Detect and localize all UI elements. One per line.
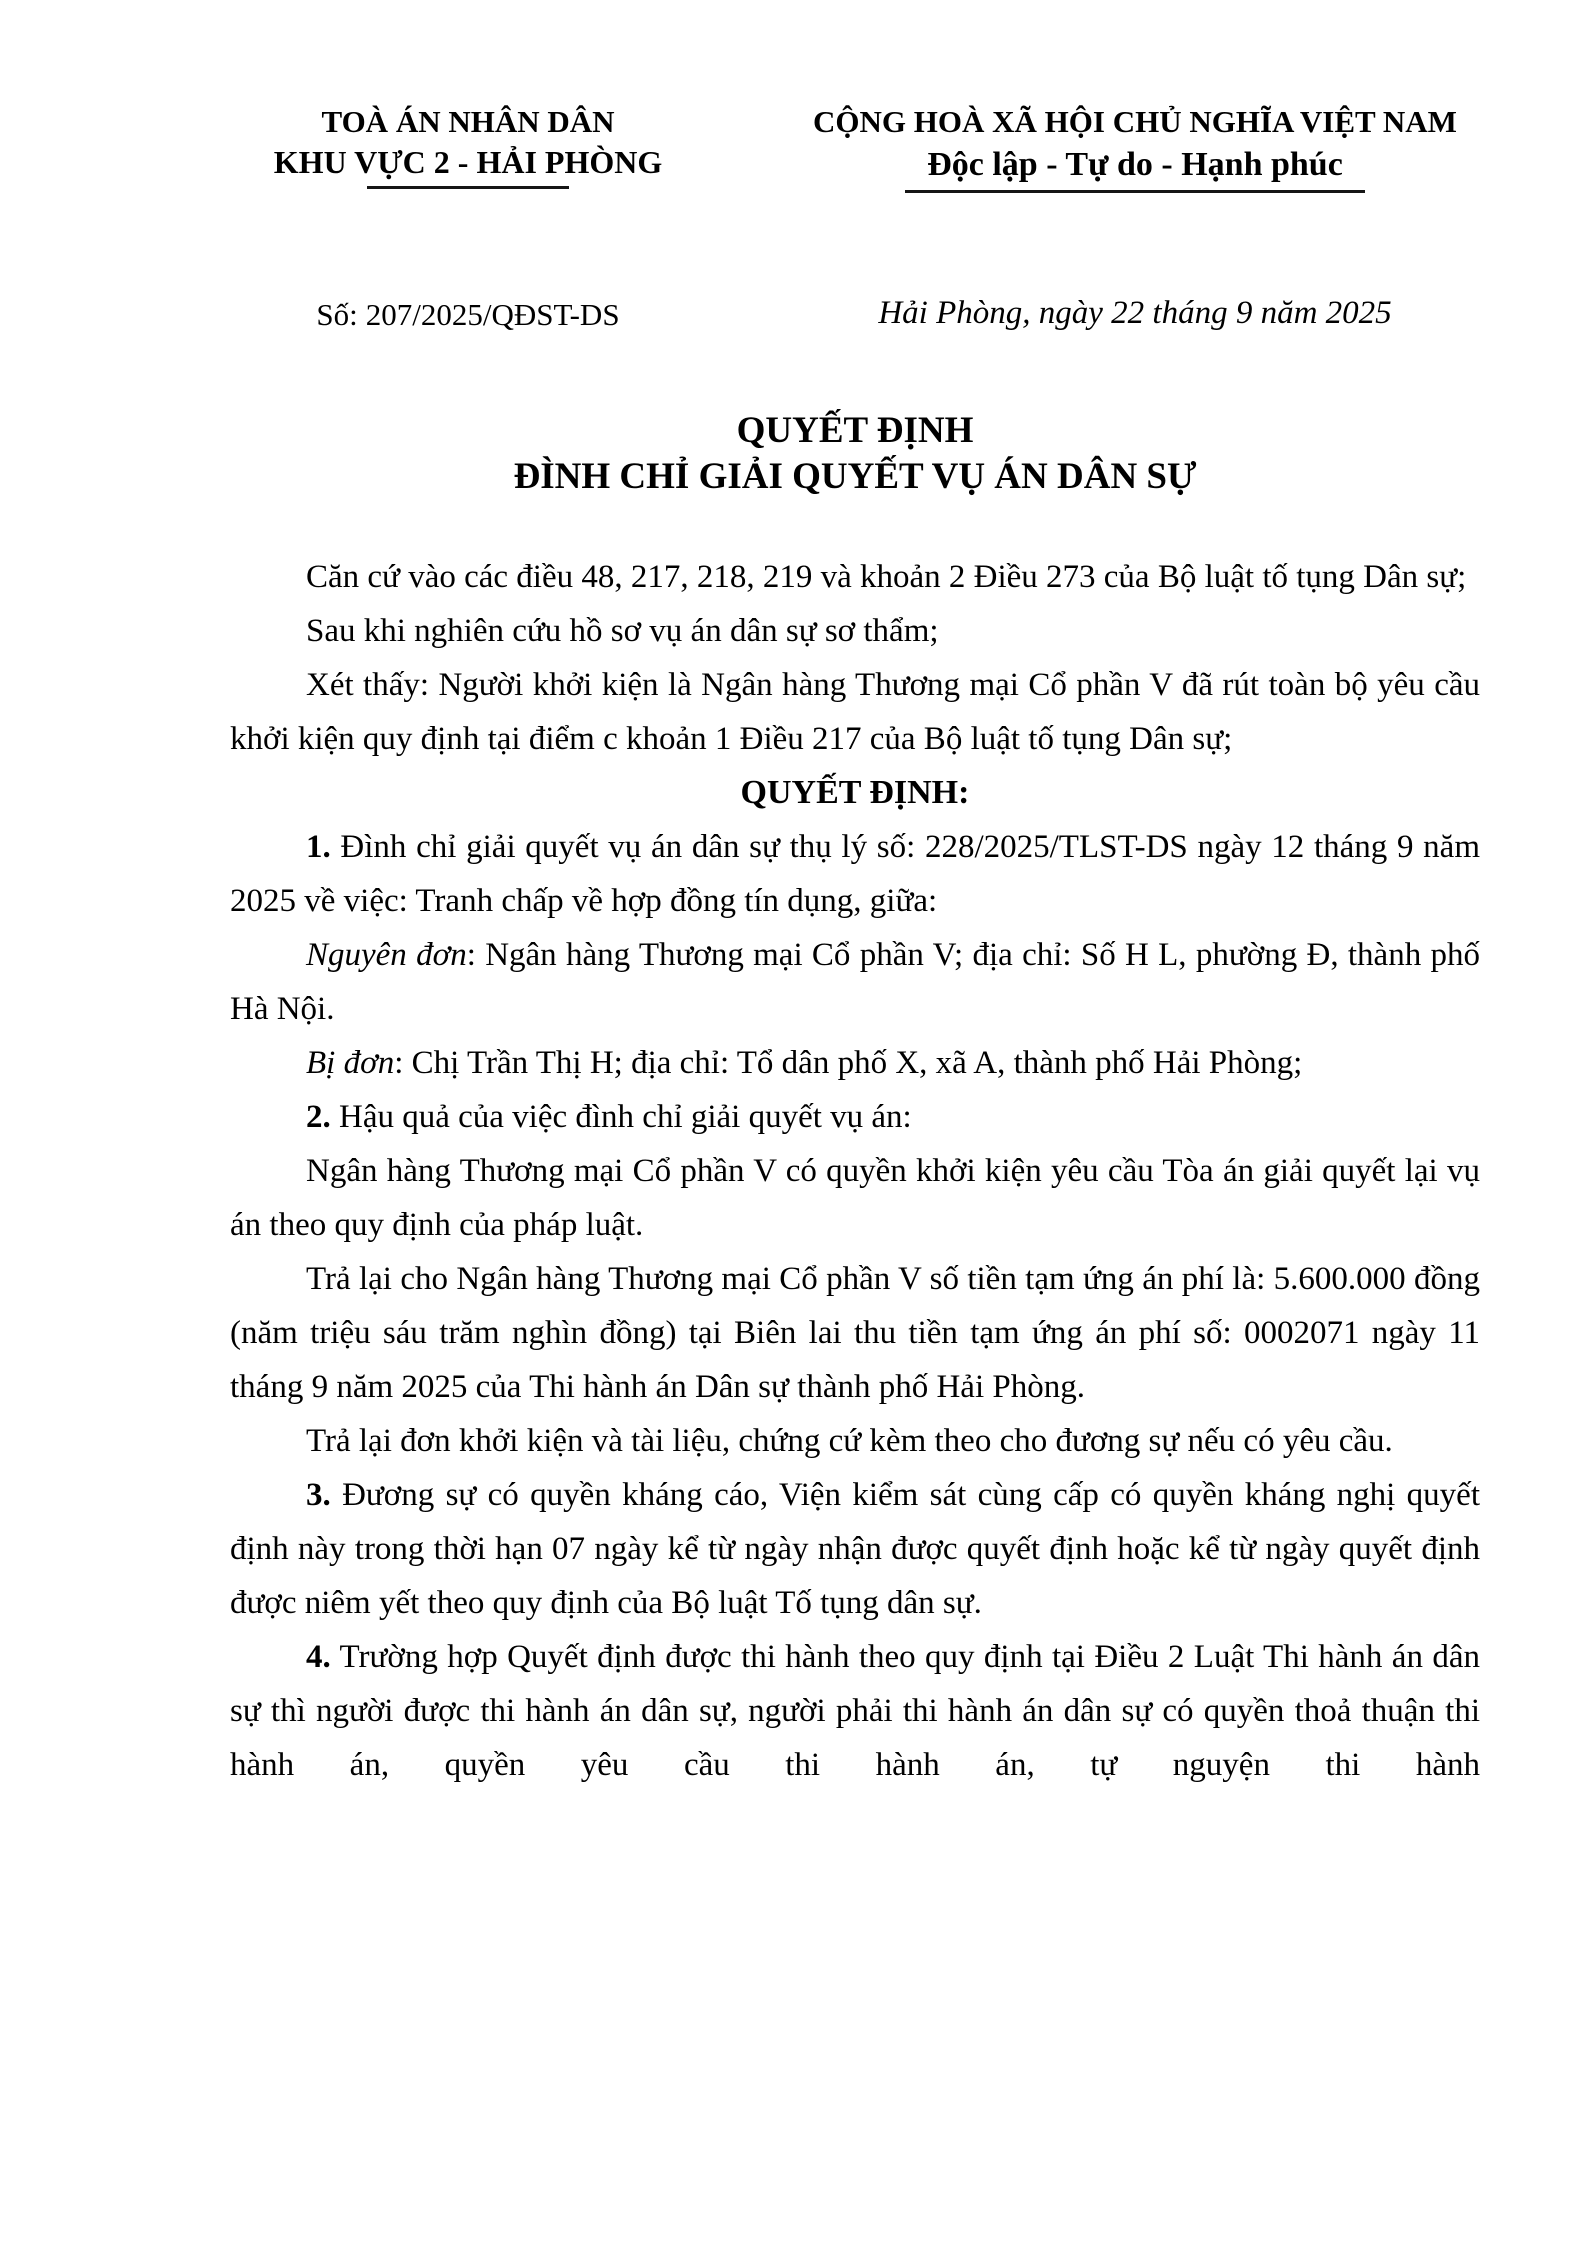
document-number-label: Số: xyxy=(316,297,358,332)
paragraph-text: Trả lại đơn khởi kiện và tài liệu, chứng cứ kèm theo cho đương sự nếu có yêu cầu. xyxy=(306,1423,1393,1459)
decision-item-2 xyxy=(230,1090,1480,1144)
paragraph-text: Đương sự có quyền kháng cáo, Viện kiểm sát cùng cấp có quyền kháng nghị quyết định này trong thời hạn 07 ngày kể từ ngày nhận được quyết định hoặc kể từ ngày quyết định được niêm yết theo quy định của Bộ luật Tố tụng dân sự. xyxy=(230,1477,1480,1621)
decision-item-4 xyxy=(230,1630,1480,1792)
document-title-line2: ĐÌNH CHỈ GIẢI QUYẾT VỤ ÁN DÂN SỰ xyxy=(513,456,1197,497)
paragraph-text: Ngân hàng Thương mại Cổ phần V có quyền khởi kiện yêu cầu Tòa án giải quyết lại vụ án theo quy định của pháp luật. xyxy=(230,1153,1480,1243)
paragraph-text: Xét thấy: Người khởi kiện là Ngân hàng Thương mại Cổ phần V đã rút toàn bộ yêu cầu khởi kiện quy định tại điểm c khoản 1 Điều 217 của Bộ luật tố tụng Dân sự; xyxy=(230,667,1480,757)
document-title xyxy=(0,408,1586,500)
decision-item-3 xyxy=(230,1468,1480,1630)
item-number: 4. xyxy=(306,1639,331,1675)
national-motto-line1: CỘNG HOÀ XÃ HỘI CHỦ NGHĨA VIỆT NAM xyxy=(813,104,1457,139)
consequence-paragraph-1 xyxy=(230,1144,1480,1252)
preamble-paragraph-1 xyxy=(230,550,1480,604)
document-title-line1: QUYẾT ĐỊNH xyxy=(736,410,974,451)
national-motto-line2: Độc lập - Tự do - Hạnh phúc xyxy=(927,146,1343,183)
paragraph-text: : Ngân hàng Thương mại Cổ phần V; địa chỉ: Số H L, phường Đ, thành phố Hà Nội. xyxy=(230,937,1481,1027)
party-plaintiff xyxy=(230,928,1480,1036)
paragraph-text: Đình chỉ giải quyết vụ án dân sự thụ lý số: 228/2025/TLST-DS ngày 12 tháng 9 năm 2025 về việc: Tranh chấp về hợp đồng tín dụng, giữa: xyxy=(230,829,1480,919)
court-name-line1: TOÀ ÁN NHÂN DÂN xyxy=(321,104,615,139)
party-label: Nguyên đơn xyxy=(306,937,467,973)
paragraph-text: Căn cứ vào các điều 48, 217, 218, 219 và khoản 2 Điều 273 của Bộ luật tố tụng Dân sự; xyxy=(306,559,1467,595)
document-number-value: 207/2025/QĐST-DS xyxy=(365,297,620,332)
document-body xyxy=(230,550,1480,1792)
decision-heading: QUYẾT ĐỊNH: xyxy=(740,774,970,811)
paragraph-text: Trả lại cho Ngân hàng Thương mại Cổ phần V số tiền tạm ứng án phí là: 5.600.000 đồng (năm triệu sáu trăm nghìn đồng) tại Biên lai thu tiền tạm ứng án phí số: 0002071 ngày 11 tháng 9 năm 2025 của Thi hành án Dân sự thành phố Hải Phòng. xyxy=(230,1261,1480,1405)
paragraph-text: Trường hợp Quyết định được thi hành theo quy định tại Điều 2 Luật Thi hành án dân sự thì người được thi hành án dân sự, người phải thi hành án dân sự có quyền thoả thuận thi hành án, quyền yêu cầu thi hành án, tự nguyện thi hành xyxy=(230,1639,1480,1783)
court-underline xyxy=(367,186,569,189)
preamble-paragraph-3 xyxy=(230,658,1480,766)
item-number: 2. xyxy=(306,1099,331,1135)
court-name-block xyxy=(230,102,706,337)
item-number: 1. xyxy=(306,829,331,865)
motto-underline xyxy=(905,190,1365,193)
national-header-block xyxy=(790,102,1480,335)
paragraph-text: Hậu quả của việc đình chỉ giải quyết vụ án: xyxy=(330,1099,912,1135)
item-number: 3. xyxy=(306,1477,331,1513)
place-date-line: Hải Phòng, ngày 22 tháng 9 năm 2025 xyxy=(878,295,1392,331)
document-header xyxy=(0,0,1586,337)
decision-item-1 xyxy=(230,820,1480,928)
court-name-line2: KHU VỰC 2 - HẢI PHÒNG xyxy=(273,144,663,180)
party-defendant xyxy=(230,1036,1480,1090)
consequence-paragraph-2 xyxy=(230,1252,1480,1414)
paragraph-text: Sau khi nghiên cứu hồ sơ vụ án dân sự sơ thẩm; xyxy=(306,613,939,649)
party-label: Bị đơn xyxy=(306,1045,395,1081)
paragraph-text: : Chị Trần Thị H; địa chỉ: Tổ dân phố X, xã A, thành phố Hải Phòng; xyxy=(394,1045,1303,1081)
document-number-line xyxy=(230,293,706,337)
consequence-paragraph-3 xyxy=(230,1414,1480,1468)
preamble-paragraph-2 xyxy=(230,604,1480,658)
